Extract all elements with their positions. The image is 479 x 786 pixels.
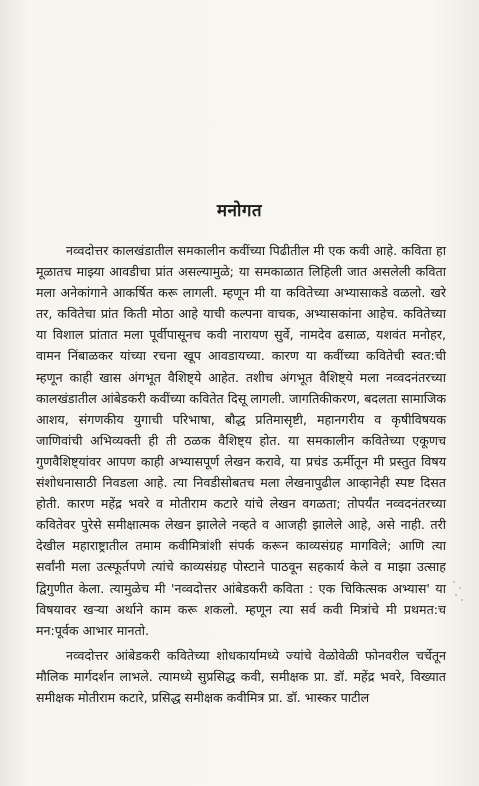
show-through-text <box>36 50 446 182</box>
page-title: मनोगत <box>216 201 263 221</box>
paper-speck <box>451 578 465 604</box>
body-text <box>36 240 446 708</box>
paragraph-2: नव्वदोत्तर आंबेडकरी कवितेच्या शोधकार्यामध्ये ज्यांचे वेळोवेळी फोनवरील चर्चेतून मौलिक मार्गदर्शन लाभले. त्यामध्ये सुप्रसिद्ध कवी, समीक्षक प्रा. डॉ. महेंद्र भवरे, विख्यात समीक्षक मोतीराम कटारे, प्रसिद्ध समीक्षक कवीमित्र प्रा. डॉ. भास्कर पाटील <box>36 647 446 705</box>
paragraph-1: नव्वदोत्तर कालखंडातील समकालीन कवींच्या पिढीतील मी एक कवी आहे. कविता हा मूळातच माझ्या आवडीचा प्रांत असल्यामुळे; या समकाळात लिहिली जात असलेली कविता मला अनेकांगाने आकर्षित करू लागली. म्हणून मी या कवितेच्या अभ्यासाकडे वळलो. खरे तर, कवितेचा प्रांत किती मोठा आहे याची कल्पना वाचक, अभ्यासकांना आहेच. कवितेच्या या विशाल प्रांतात मला पूर्वीपासूनच कवी नारायण सुर्वे, नामदेव ढसाळ, यशवंत मनोहर, वामन निंबाळकर यांच्या रचना खूप आवडायच्या. कारण या कवींच्या कवितेची स्वत:ची म्हणून काही खास अंगभूत वैशिष्ट्ये आहेत. तशीच अंगभूत वैशिष्ट्ये मला नव्वदनंतरच्या कालखंडातील आंबेडकरी कवींच्या कवितेत दिसू लागली. जागतिकीकरण, बदलता सामाजिक आशय, संगणकीय युगाची परिभाषा, बौद्ध प्रतिमासृष्टी, महानगरीय व कृषीविषयक जाणिवांची अभिव्यक्ती ही ती ठळक वैशिष्ट्य होत. या समकालीन कवितेच्या एकूणच गुणवैशिष्ट्यांवर आपण काही अभ्यासपूर्ण लेखन करावे, या प्रचंड ऊर्मीतून मी प्रस्तुत विषय संशोधनासाठी निवडला आहे. त्या निवडीसोबतच मला लेखनापुढील आव्हानेही स्पष्ट दिसत होती. कारण महेंद्र भवरे व मोतीराम कटारे यांचे लेखन वगळता; तोपर्यंत नव्वदनंतरच्या कवितेवर पुरेसे समीक्षात्मक लेखन झालेले नव्हते व आजही झालेले आहे, असे नाही. तरी देखील महाराष्ट्रातील तमाम कवीमित्रांशी संपर्क करून काव्यसंग्रह मागविले; आणि त्या सर्वांनी मला उत्स्फूर्तपणे त्यांचे काव्यसंग्रह पोस्टाने पाठवून सहकार्य केले व माझा उत्साह द्विगुणीत केला. त्यामुळेच मी 'नव्वदोत्तर आंबेडकरी कविता : एक चिकित्सक अभ्यास' या विषयावर खऱ्या अर्थाने काम करू शकलो. म्हणून त्या सर्व कवी मित्रांचे मी प्रथमत:च मन:पूर्वक आभार मानतो. <box>36 243 446 638</box>
